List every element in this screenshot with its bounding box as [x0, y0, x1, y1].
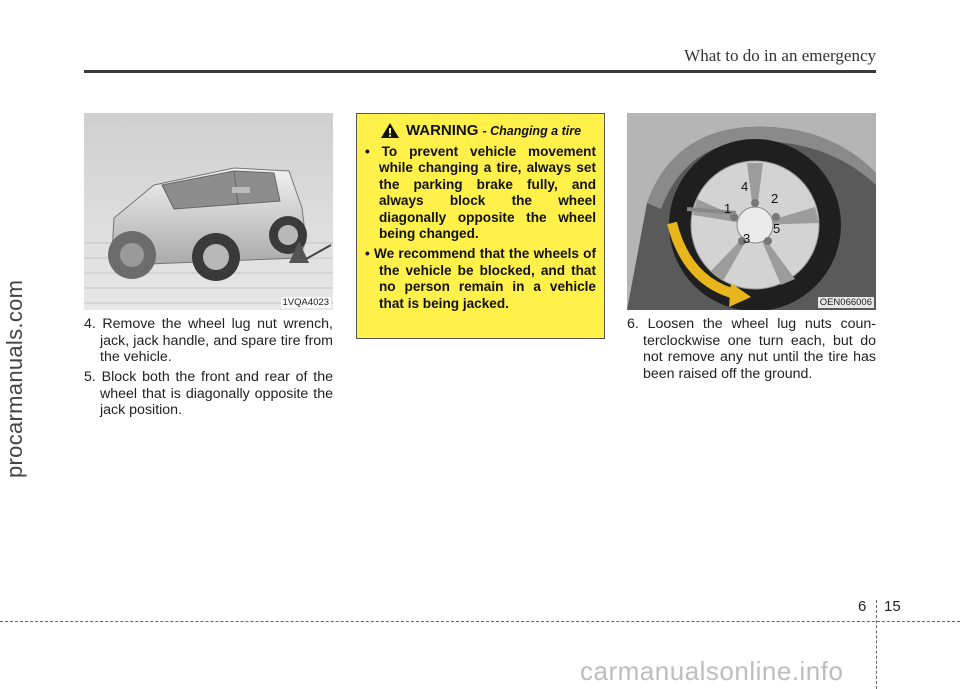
header-rule: [84, 70, 876, 73]
step-5-text: [84, 369, 333, 419]
nut-number: 3: [743, 231, 751, 246]
wheel-nuts-figure: [627, 113, 876, 310]
step-6: 6. Loosen the wheel lug nuts coun-terclockwise one turn each, but do not remove any nut until the tire has been raised off the ground.: [627, 316, 876, 382]
section-number: 6: [858, 598, 867, 615]
warning-item: • We recommend that the wheels of the vehicle be blocked, and that no person remain in a vehicle that is being jacked.: [365, 246, 596, 311]
step-4: 4. Remove the wheel lug nut wrench, jack, jack handle, and spare tire from the vehicle.: [84, 316, 333, 366]
warning-triangle-icon: [380, 122, 400, 139]
warning-header: [365, 122, 596, 139]
warning-item: • To prevent vehicle movement while changing a tire, always set the parking brake fully, and always block the wheel diagonally opposite the wheel being changed.: [365, 144, 596, 242]
page-number: 15: [884, 598, 901, 615]
warning-title: WARNING: [405, 122, 479, 139]
step-6-text: [627, 316, 876, 382]
nut-number: 1: [724, 201, 732, 216]
figure-code: 1VQA4023: [282, 297, 329, 308]
car-jack-illustration: [84, 113, 333, 310]
footer-divider: [876, 600, 877, 689]
step-4-text: [84, 316, 333, 366]
bottom-watermark: carmanualsonline.info: [580, 656, 844, 686]
warning-box: [356, 113, 605, 339]
nut-number: 5: [773, 221, 781, 236]
warning-subtitle: - Changing a tire: [482, 123, 582, 138]
footer-rule: [0, 621, 960, 622]
side-watermark: procarmanuals.com: [2, 279, 27, 478]
section-header-title: What to do in an emergency: [684, 46, 876, 65]
nut-number: 4: [741, 179, 749, 194]
step-5: 5. Block both the front and rear of the wheel that is diagonally opposite the jack position.: [84, 369, 333, 419]
wheel-nuts-illustration: [627, 113, 876, 310]
figure-code: OEN066006: [819, 297, 872, 308]
car-jack-figure: [84, 113, 333, 310]
nut-number: 2: [771, 191, 779, 206]
